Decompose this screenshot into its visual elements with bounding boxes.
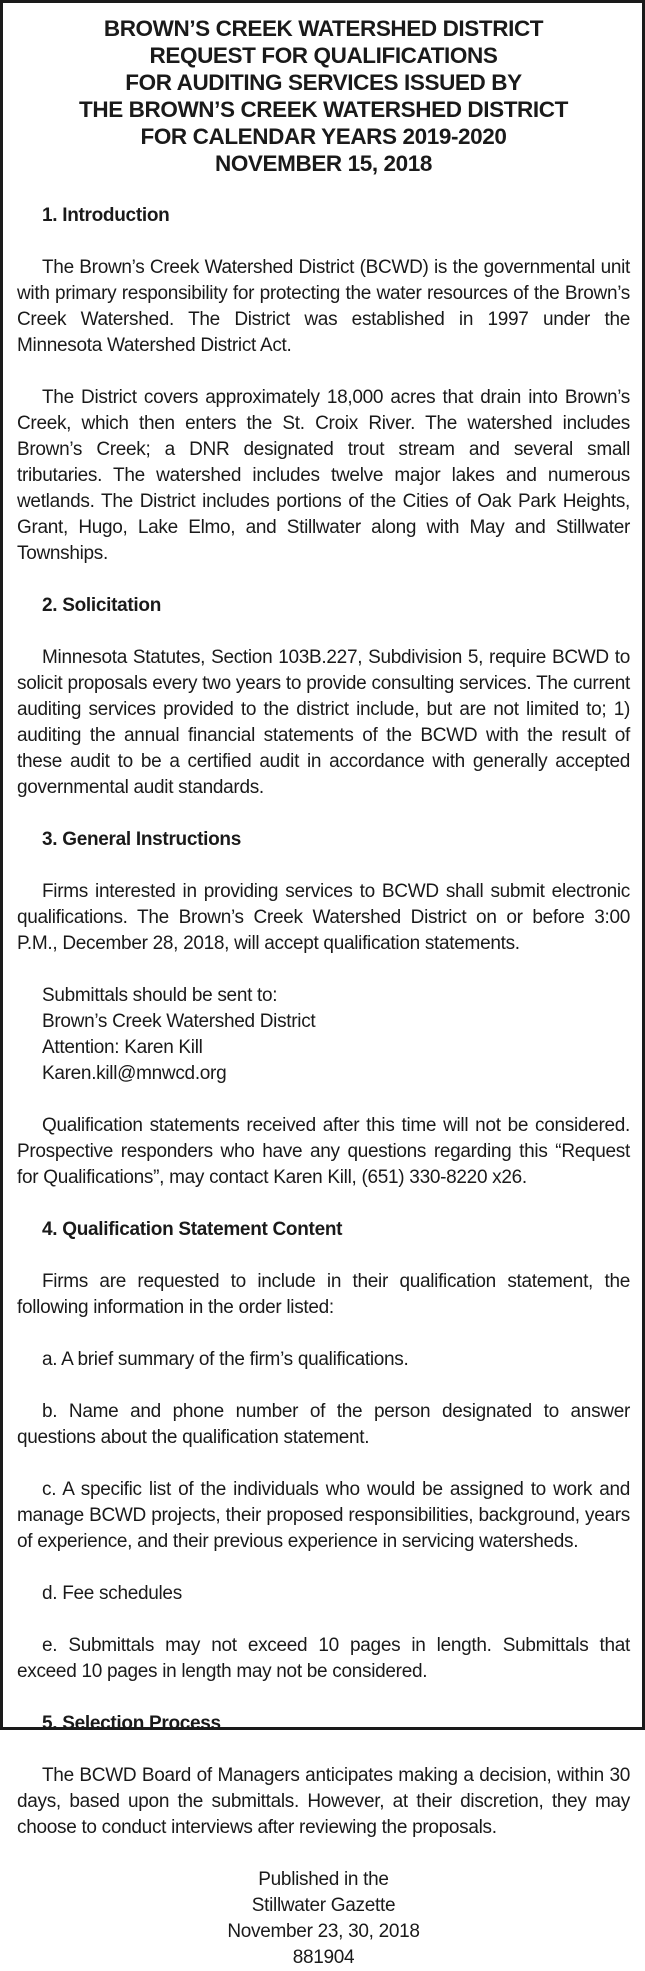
paragraph: Firms are requested to include in their qualification statement, the following information in the order listed: [17,1271,630,1318]
address-line: Submittals should be sent to: [42,985,278,1006]
list-item: c. A specific list of the individuals who would be assigned to work and manage BCWD projects, their proposed responsibilities, background, years of experience, and their previous experience in servicing watersheds. [17,1479,630,1552]
list-item: d. Fee schedules [42,1583,182,1604]
paragraph: The BCWD Board of Managers anticipates making a decision, within 30 days, based upon the submittals. However, at their discretion, they may choose to conduct interviews after reviewing the proposals. [17,1765,630,1838]
paragraph: Qualification statements received after this time will not be considered. Prospective responders who have any questions regarding this “Request for Qualifications”, may contact Karen Kill, (651) 330-8220 x26. [17,1115,630,1188]
notice-title [17,15,630,177]
address-line: Attention: Karen Kill [42,1037,203,1058]
title-line: FOR CALENDAR YEARS 2019-2020 [140,124,507,149]
paragraph: The Brown’s Creek Watershed District (BCWD) is the governmental unit with primary responsibility for protecting the water resources of the Brown’s Creek Watershed. The District was established in 1997 under the Minnesota Watershed District Act. [17,257,630,356]
list-item: e. Submittals may not exceed 10 pages in length. Submittals that exceed 10 pages in length may not be considered. [17,1635,630,1682]
footer-line: Published in the [258,1869,389,1890]
footer-line: 881904 [292,1947,355,1968]
paragraph: Minnesota Statutes, Section 103B.227, Subdivision 5, require BCWD to solicit proposals every two years to provide consulting services. The current auditing services provided to the district include, but are not limited to; 1) auditing the annual financial statements of the BCWD with the result of these audit to be a certified audit in accordance with generally accepted governmental audit standards. [17,647,630,798]
publication-footer [17,1867,630,1971]
paragraph: The District covers approximately 18,000 acres that drain into Brown’s Creek, which then enters the St. Croix River. The watershed includes Brown’s Creek; a DNR designated trout stream and several small tributaries. The watershed includes twelve major lakes and numerous wetlands. The District includes portions of the Cities of Oak Park Heights, Grant, Hugo, Lake Elmo, and Stillwater along with May and Stillwater Townships. [17,387,630,564]
section-heading-introduction: 1. Introduction [42,205,170,226]
footer-line: Stillwater Gazette [251,1895,396,1916]
section-heading-solicitation: 2. Solicitation [42,595,162,616]
title-line: FOR AUDITING SERVICES ISSUED BY [125,70,522,95]
title-line: THE BROWN’S CREEK WATERSHED DISTRICT [79,97,568,122]
list-item: b. Name and phone number of the person designated to answer questions about the qualification statement. [17,1401,630,1448]
section-heading-general-instructions: 3. General Instructions [42,829,241,850]
title-line: BROWN’S CREEK WATERSHED DISTRICT [103,16,544,41]
submittal-address [42,983,630,1087]
list-item: a. A brief summary of the firm’s qualifications. [42,1349,409,1370]
paragraph: Firms interested in providing services to BCWD shall submit electronic qualifications. The Brown’s Creek Watershed District on or before 3:00 P.M., December 28, 2018, will accept qualification statements. [17,881,630,954]
address-line: Brown’s Creek Watershed District [42,1011,316,1032]
title-line: REQUEST FOR QUALIFICATIONS [149,43,498,68]
contact-email: Karen.kill@mnwcd.org [42,1063,227,1084]
section-heading-selection-process: 5. Selection Process [42,1713,221,1734]
footer-line: November 23, 30, 2018 [227,1921,420,1942]
section-heading-qualification-content: 4. Qualification Statement Content [42,1219,343,1240]
title-line: NOVEMBER 15, 2018 [214,151,433,176]
